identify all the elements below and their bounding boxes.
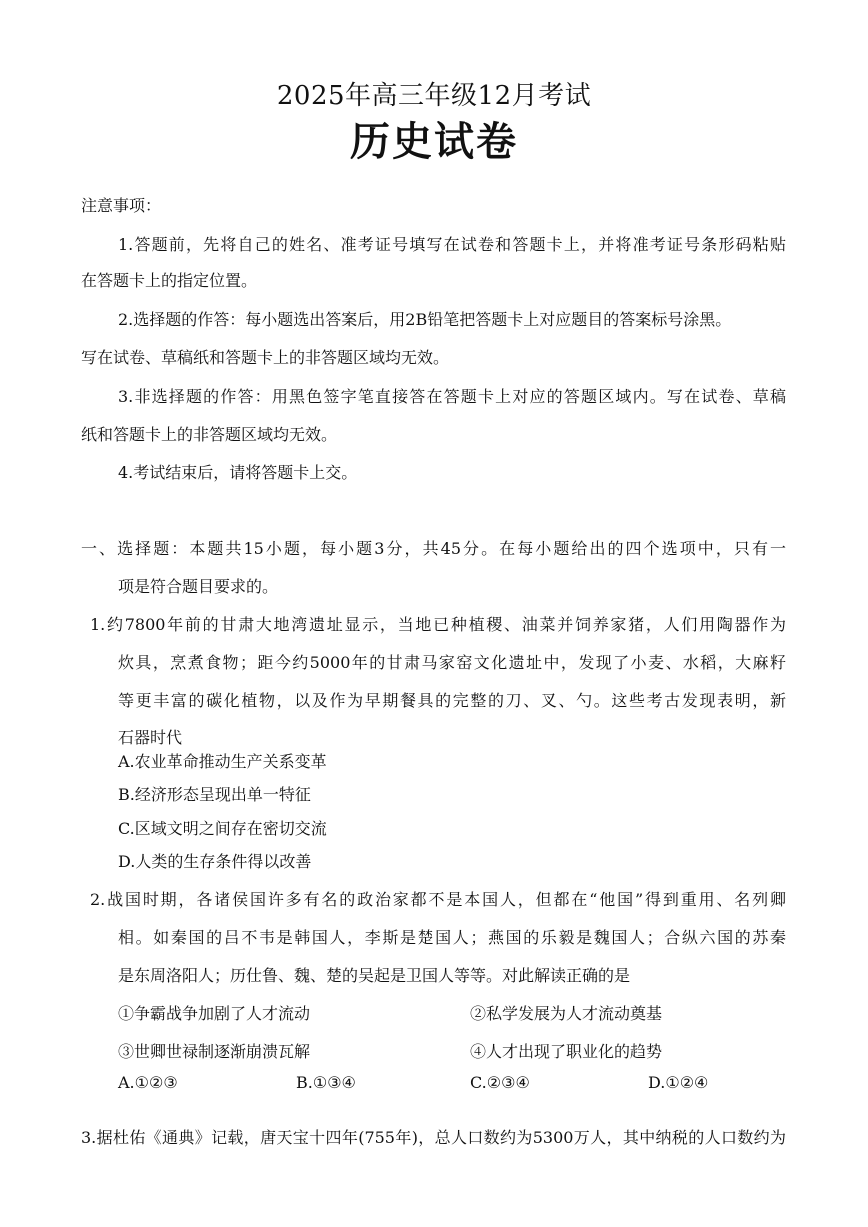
q2-option-d: D.①②④ [648, 1073, 709, 1092]
q1-stem-line-3: 等更丰富的碳化植物，以及作为早期餐具的完整的刀、叉、勺。这些考古发现表明，新 [118, 691, 786, 710]
q1-stem-line-2: 炊具，烹煮食物；距今约5000年的甘肃马家窑文化遗址中，发现了小麦、水稻，大麻籽 [118, 653, 786, 672]
q3-stem-line-1: 3.据杜佑《通典》记载，唐天宝十四年(755年)，总人口数约为5300万人，其中纳税的人口数约为 [81, 1128, 786, 1147]
q2-statement-3: ③世卿世禄制逐渐崩溃瓦解 [118, 1042, 311, 1061]
q2-statement-4: ④人才出现了职业化的趋势 [470, 1042, 663, 1061]
q2-stem-line-3: 是东周洛阳人；历仕鲁、魏、楚的吴起是卫国人等等。对此解读正确的是 [118, 966, 631, 985]
note-4-line-1: 4.考试结束后，请将答题卡上交。 [118, 463, 358, 482]
exam-title: 2025年高三年级12月考试 [276, 81, 592, 111]
section-heading-line-1: 一、选择题：本题共15小题，每小题3分，共45分。在每小题给出的四个选项中，只有一 [81, 539, 786, 558]
note-1-line-1: 1.答题前，先将自己的姓名、准考证号填写在试卷和答题卡上，并将准考证号条形码粘贴 [118, 235, 786, 254]
q1-option-d: D.人类的生存条件得以改善 [118, 852, 312, 871]
q2-statement-2: ②私学发展为人才流动奠基 [470, 1004, 663, 1023]
note-2-line-2: 写在试卷、草稿纸和答题卡上的非答题区域均无效。 [81, 348, 450, 367]
q1-stem-line-1: 1.约7800年前的甘肃大地湾遗址显示，当地已种植稷、油菜并饲养家猪，人们用陶器作为 [90, 615, 786, 634]
q1-option-a: A.农业革命推动生产关系变革 [118, 752, 327, 771]
subject-title: 历史试卷 [350, 118, 518, 165]
q2-option-c: C.②③④ [470, 1073, 530, 1092]
q2-option-b: B.①③④ [296, 1073, 356, 1092]
q1-option-b: B.经济形态呈现出单一特征 [118, 785, 311, 804]
q2-option-a: A.①②③ [118, 1073, 178, 1092]
q2-stem-line-1: 2.战国时期，各诸侯国许多有名的政治家都不是本国人，但都在“他国”得到重用、名列卿 [90, 890, 786, 909]
q1-option-c: C.区域文明之间存在密切交流 [118, 819, 327, 838]
section-heading-line-2: 项是符合题目要求的。 [118, 577, 279, 596]
note-2-line-1: 2.选择题的作答：每小题选出答案后，用2B铅笔把答题卡上对应题目的答案标号涂黑。 [118, 310, 732, 329]
notes-heading: 注意事项： [81, 196, 162, 215]
q2-stem-line-2: 相。如秦国的吕不韦是韩国人，李斯是楚国人；燕国的乐毅是魏国人；合纵六国的苏秦 [118, 928, 786, 947]
q1-stem-line-4: 石器时代 [118, 728, 183, 747]
note-1-line-2: 在答题卡上的指定位置。 [81, 271, 258, 290]
note-3-line-2: 纸和答题卡上的非答题区域均无效。 [81, 425, 338, 444]
q2-statement-1: ①争霸战争加剧了人才流动 [118, 1004, 311, 1023]
note-3-line-1: 3.非选择题的作答：用黑色签字笔直接答在答题卡上对应的答题区域内。写在试卷、草稿 [118, 387, 786, 406]
